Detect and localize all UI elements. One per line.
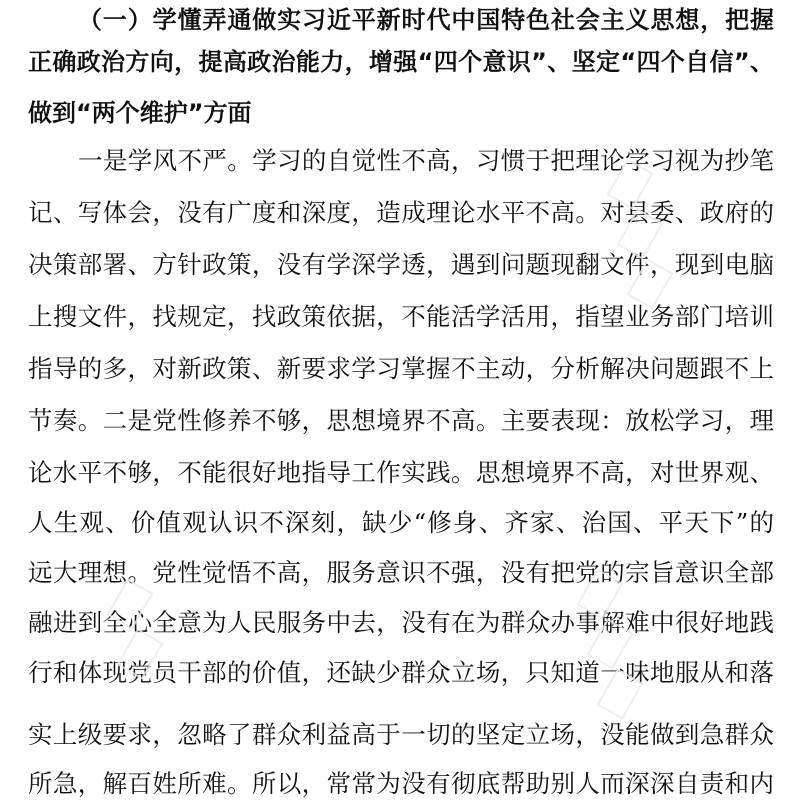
watermark-mark-3 [90, 570, 180, 690]
body-text-line-12: 实上级要求，忽略了群众利益高于一切的坚定立场，没能做到急群众 [28, 720, 774, 749]
watermark-mark-1 [590, 150, 680, 320]
body-text-line-3: 决策部署、方针政策，没有学深学透，遇到问题现翻文件，现到电脑 [28, 250, 774, 279]
body-text-line-5: 指导的多，对新政策、新要求学习掌握不主动，分析解决问题跟不上 [28, 354, 774, 383]
body-text-line-1: 一是学风不严。学习的自觉性不高，习惯于把理论学习视为抄笔 [78, 146, 774, 175]
section-heading-line-1: （一）学懂弄通做实习近平新时代中国特色社会主义思想，把握 [78, 6, 774, 34]
body-text-line-4: 上搜文件，找规定，找政策依据，不能活学活用，指望业务部门培训 [28, 302, 774, 331]
body-text-line-9: 远大理想。党性觉悟不高，服务意识不强，没有把党的宗旨意识全部 [28, 558, 774, 587]
body-text-line-10: 融进到全心全意为人民服务中去，没有在为群众办事解难中很好地践 [28, 608, 774, 637]
body-text-line-7: 论水平不够，不能很好地指导工作实践。思想境界不高，对世界观、 [28, 458, 774, 487]
watermark-mark-2 [560, 560, 650, 730]
section-heading-line-2: 正确政治方向，提高政治能力，增强“四个意识”、坚定“四个自信”、 [28, 48, 774, 76]
body-text-line-6: 节奏。二是党性修养不够，思想境界不高。主要表现：放松学习，理 [28, 406, 774, 435]
body-text-line-8: 人生观、价值观认识不深刻，缺少“修身、齐家、治国、平天下”的 [28, 508, 774, 537]
body-text-line-13: 所急，解百姓所难。所以，常常为没有彻底帮助别人而深深自责和内 [28, 769, 774, 798]
body-text-line-2: 记、写体会，没有广度和深度，造成理论水平不高。对县委、政府的 [28, 198, 774, 227]
body-text-line-11: 行和体现党员干部的价值，还缺少群众立场，只知道一味地服从和落 [28, 658, 774, 687]
section-heading-line-3: 做到“两个维护”方面 [28, 99, 252, 127]
